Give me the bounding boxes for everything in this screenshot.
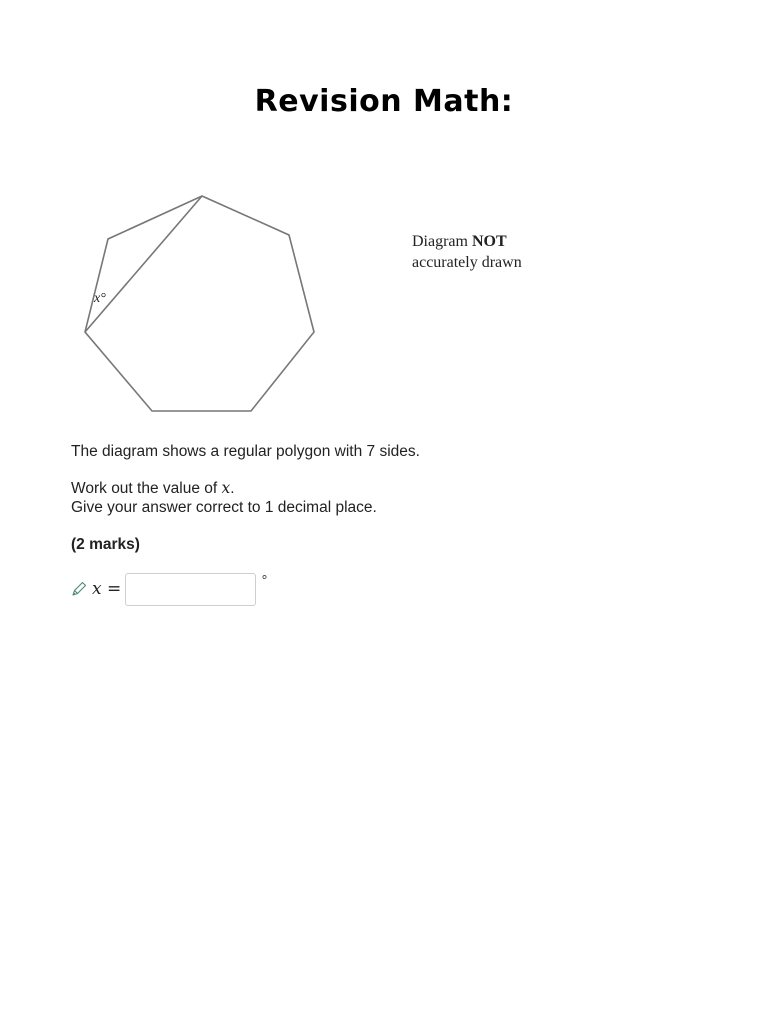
angle-label: x° <box>94 291 106 306</box>
heptagon-shape <box>85 196 314 411</box>
diagram-note-line1: Diagram NOT <box>412 233 507 250</box>
degree-unit: ° <box>261 574 268 589</box>
answer-row <box>70 570 268 608</box>
diagram-note-line2: accurately drawn <box>412 254 522 271</box>
answer-label: x = <box>92 579 122 599</box>
variable-x: x <box>221 479 231 497</box>
diagram-note-emphasis: NOT <box>471 233 507 250</box>
pencil-icon <box>70 580 88 598</box>
marks-label: (2 marks) <box>71 536 140 553</box>
question-instruction: Work out the value of x. <box>71 479 235 497</box>
diagram-note <box>412 231 522 273</box>
answer-input[interactable] <box>125 573 256 606</box>
page-title: Revision Math: <box>254 84 514 119</box>
question-statement: The diagram shows a regular polygon with 7 sides. <box>71 443 420 460</box>
question-precision: Give your answer correct to 1 decimal place. <box>71 499 377 516</box>
heptagon-diagram <box>70 188 330 420</box>
